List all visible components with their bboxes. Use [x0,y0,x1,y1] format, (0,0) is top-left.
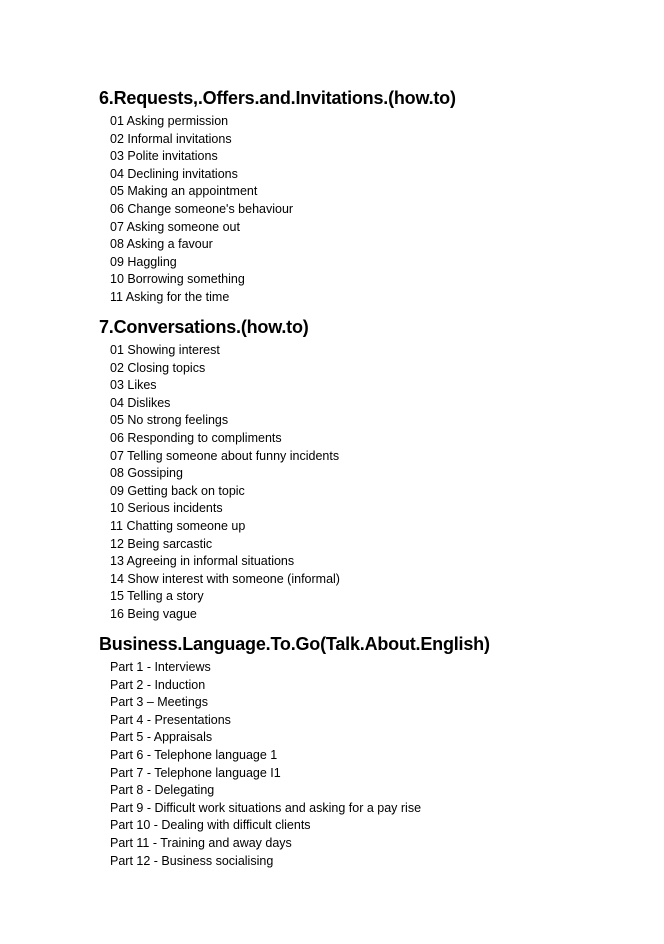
item-list [99,113,639,307]
list-item: 07 Telling someone about funny incidents [110,448,340,463]
list-item: 04 Declining invitations [110,166,238,181]
list-item: 10 Borrowing something [110,272,245,287]
list-item: 14 Show interest with someone (informal) [110,571,340,586]
section-heading: 7.Conversations.(how.to) [99,317,309,337]
list-item: 11 Asking for the time [110,289,230,304]
list-item: 03 Polite invitations [110,149,218,164]
list-item: Part 5 - Appraisals [110,730,213,745]
list-item: 06 Change someone's behaviour [110,201,294,216]
list-item: 05 Making an appointment [110,184,258,199]
list-item: 04 Dislikes [110,395,171,410]
item-list [99,659,639,870]
list-item: 10 Serious incidents [110,501,223,516]
list-item: 07 Asking someone out [110,219,240,234]
list-item: 09 Getting back on topic [110,483,245,498]
list-item: 08 Asking a favour [110,237,213,252]
list-item: Part 1 - Interviews [110,660,211,674]
item-list [99,342,639,624]
list-item: Part 9 - Difficult work situations and asking for a pay rise [110,800,422,815]
list-item: 03 Likes [110,378,157,393]
list-item: Part 8 - Delegating [110,783,215,798]
list-item: Part 2 - Induction [110,677,206,692]
list-item: 09 Haggling [110,254,177,269]
list-item: Part 3 – Meetings [110,695,208,710]
list-item: 02 Closing topics [110,360,206,375]
list-item: 11 Chatting someone up [110,518,246,533]
list-item: Part 11 - Training and away days [110,835,292,850]
section-conversations [99,316,639,624]
list-item: 13 Agreeing in informal situations [110,554,295,569]
list-item: Part 4 - Presentations [110,712,231,727]
list-item: 15 Telling a story [110,589,204,604]
list-item: Part 12 - Business socialising [110,853,274,868]
list-item: 01 Asking permission [110,114,229,128]
section-requests-offers-invitations [99,87,639,307]
list-item: 02 Informal invitations [110,131,232,146]
list-item: 06 Responding to compliments [110,430,282,445]
section-heading: 6.Requests,.Offers.and.Invitations.(how.to) [99,88,456,108]
list-item: 05 No strong feelings [110,413,229,428]
list-item: Part 10 - Dealing with difficult clients [110,818,311,833]
list-item: 16 Being vague [110,606,197,621]
section-business-language [99,633,639,870]
list-item: Part 7 - Telephone language I1 [110,765,281,780]
list-item: 01 Showing interest [110,343,220,357]
list-item: Part 6 - Telephone language 1 [110,747,278,762]
list-item: 12 Being sarcastic [110,536,213,551]
list-item: 08 Gossiping [110,466,183,481]
section-heading: Business.Language.To.Go(Talk.About.English) [99,634,490,654]
